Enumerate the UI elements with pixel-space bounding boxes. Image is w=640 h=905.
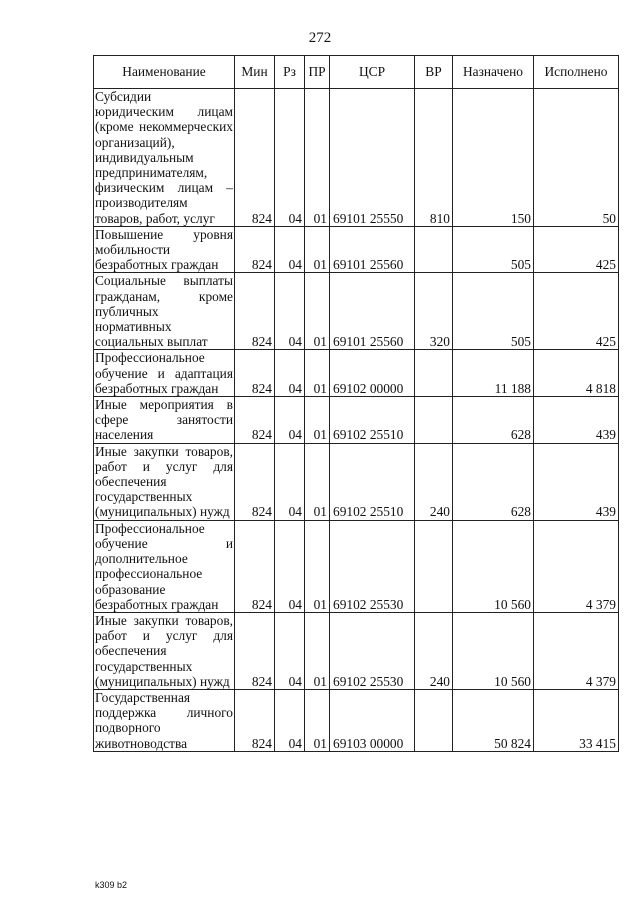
header-vr: ВР (415, 56, 453, 89)
row-executed: 439 (534, 397, 619, 444)
row-vr: 810 (415, 89, 453, 227)
row-rz: 04 (275, 89, 305, 227)
row-csr: 69101 25560 (330, 226, 415, 273)
row-assigned: 11 188 (453, 350, 534, 397)
row-name: Повышение уровня мобильности безработных граждан (95, 226, 233, 273)
row-name: Иные закупки товаров, работ и услуг для обеспечения государственных (муниципальных) нужд (95, 612, 233, 689)
table-row (94, 273, 619, 350)
row-executed: 439 (534, 443, 619, 520)
row-pr: 01 (305, 443, 330, 520)
row-csr: 69101 25550 (330, 89, 415, 227)
row-min: 824 (235, 612, 275, 689)
row-vr: 240 (415, 443, 453, 520)
row-executed: 4 818 (534, 350, 619, 397)
table-row (94, 350, 619, 397)
row-assigned: 505 (453, 273, 534, 350)
row-csr: 69102 25510 (330, 443, 415, 520)
row-assigned: 628 (453, 443, 534, 520)
row-csr: 69102 25510 (330, 397, 415, 444)
row-vr: 240 (415, 612, 453, 689)
header-pr: ПР (305, 56, 330, 89)
row-min: 824 (235, 443, 275, 520)
table-row (94, 612, 619, 689)
table-header-row (94, 56, 619, 89)
row-pr: 01 (305, 350, 330, 397)
header-name: Наименование (94, 56, 235, 89)
row-assigned: 10 560 (453, 612, 534, 689)
table-row (94, 520, 619, 612)
table-row (94, 443, 619, 520)
row-min: 824 (235, 226, 275, 273)
row-min: 824 (235, 350, 275, 397)
row-pr: 01 (305, 612, 330, 689)
table-row (94, 397, 619, 444)
row-pr: 01 (305, 397, 330, 444)
row-csr: 69102 25530 (330, 612, 415, 689)
row-executed: 4 379 (534, 612, 619, 689)
row-assigned: 150 (453, 89, 534, 227)
budget-table (93, 55, 619, 752)
row-executed: 425 (534, 226, 619, 273)
row-csr: 69101 25560 (330, 273, 415, 350)
row-assigned: 10 560 (453, 520, 534, 612)
row-csr: 69102 00000 (330, 350, 415, 397)
row-min: 824 (235, 520, 275, 612)
row-pr: 01 (305, 273, 330, 350)
row-name: Государственная поддержка личного подворного животноводства (95, 689, 233, 751)
header-csr: ЦСР (330, 56, 415, 89)
row-name: Иные мероприятия в сфере занятости населения (95, 397, 233, 443)
row-executed: 4 379 (534, 520, 619, 612)
header-min: Мин (235, 56, 275, 89)
row-min: 824 (235, 273, 275, 350)
row-name: Профессиональное обучение и дополнительное профессиональное образование безработных граждан (95, 520, 233, 612)
row-vr (415, 520, 453, 612)
row-rz: 04 (275, 520, 305, 612)
header-executed: Исполнено (534, 56, 619, 89)
table-row (94, 89, 619, 227)
row-executed: 50 (534, 89, 619, 227)
row-rz: 04 (275, 273, 305, 350)
row-pr: 01 (305, 89, 330, 227)
table-row (94, 689, 619, 751)
row-csr: 69102 25530 (330, 520, 415, 612)
header-rz: Рз (275, 56, 305, 89)
row-min: 824 (235, 89, 275, 227)
row-rz: 04 (275, 397, 305, 444)
row-vr (415, 226, 453, 273)
row-rz: 04 (275, 350, 305, 397)
row-name: Иные закупки товаров, работ и услуг для обеспечения государственных (муниципальных) нужд (95, 443, 233, 520)
footer-code: k309 b2 (95, 880, 128, 890)
row-vr (415, 689, 453, 751)
row-assigned: 50 824 (453, 689, 534, 751)
row-name: Профессиональное обучение и адаптация безработных граждан (95, 350, 233, 396)
row-rz: 04 (275, 612, 305, 689)
row-pr: 01 (305, 520, 330, 612)
row-rz: 04 (275, 689, 305, 751)
row-assigned: 628 (453, 397, 534, 444)
row-vr (415, 397, 453, 444)
row-executed: 33 415 (534, 689, 619, 751)
row-pr: 01 (305, 226, 330, 273)
header-assigned: Назначено (453, 56, 534, 89)
row-name: Социальные выплаты гражданам, кроме публичных нормативных социальных выплат (95, 273, 233, 350)
row-min: 824 (235, 397, 275, 444)
row-name: Субсидии юридическим лицам (кроме некоммерческих организаций), индивидуальным предпринимателям, физическим лицам – производителям товаров, работ, услуг (95, 89, 233, 226)
row-executed: 425 (534, 273, 619, 350)
row-rz: 04 (275, 443, 305, 520)
row-rz: 04 (275, 226, 305, 273)
row-pr: 01 (305, 689, 330, 751)
row-vr: 320 (415, 273, 453, 350)
row-vr (415, 350, 453, 397)
row-min: 824 (235, 689, 275, 751)
page-number: 272 (308, 30, 332, 46)
row-csr: 69103 00000 (330, 689, 415, 751)
table-row (94, 226, 619, 273)
row-assigned: 505 (453, 226, 534, 273)
